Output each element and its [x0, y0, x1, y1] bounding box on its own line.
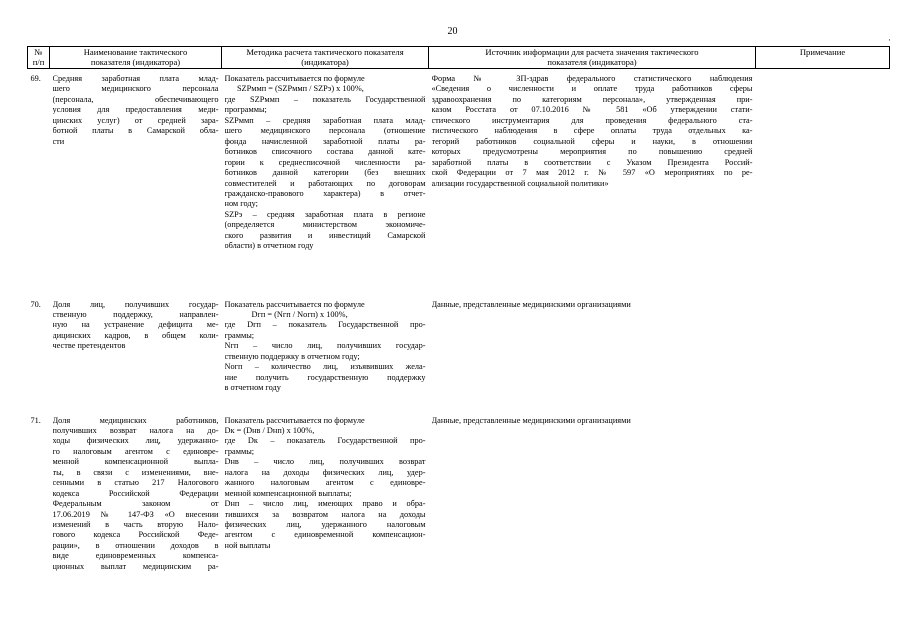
cell-method: [222, 295, 429, 411]
method-line: агентом с единовременной компенсацион-: [224, 530, 426, 540]
header-line: (индикатора): [301, 57, 349, 67]
method-line: тившихся за возвратом налога на доходы: [224, 509, 426, 519]
method-line: менной компенсационной выплаты;: [224, 488, 352, 498]
name-line: изменений в часть вторую Нало-: [52, 520, 219, 530]
table-body: [28, 69, 890, 601]
corner-mark: ·: [888, 35, 891, 45]
table-row: [28, 411, 890, 601]
method-line: ние получить государственную поддержку: [224, 372, 426, 382]
name-line: цинских услуг) от средней зара-: [52, 115, 219, 125]
name-line: ботной платы в Самарской обла-: [52, 126, 219, 136]
method-line: граммы;: [224, 446, 255, 456]
method-line: SZPммп = (SZPммп / SZPэ) x 100%,: [224, 84, 364, 94]
method-line: Nгп – число лиц, получивших государ-: [224, 341, 426, 351]
header-note: [756, 47, 890, 69]
method-line: ной выплаты: [224, 540, 271, 550]
header-line: Наименование тактического: [83, 47, 188, 57]
source-line: которых предусмотрены мероприятия по повышению средней: [431, 147, 753, 157]
cell-name: [50, 411, 222, 601]
cell-note: [756, 295, 890, 411]
method-line: (определяется министерством экономиче-: [224, 220, 426, 230]
method-line: физических лиц, удержанного налоговым: [224, 520, 426, 530]
header-line: Методика расчета тактического показателя: [246, 47, 404, 57]
cell-name: [50, 69, 222, 295]
name-line: Средняя заработная плата млад-: [52, 74, 219, 83]
name-line: условия для предоставления меди-: [52, 105, 219, 115]
cell-method: [222, 69, 429, 295]
row-number: 70.: [30, 299, 41, 309]
name-line: рации», в отношении доходов в: [52, 540, 219, 550]
source-line: Данные, представленные медицинскими организациями: [431, 299, 631, 309]
row-number: 69.: [30, 74, 41, 83]
method-line: совместителей и работающих по договорам: [224, 178, 426, 188]
source-line: Форма № ЗП-здрав федерального статистического наблюдения: [431, 74, 753, 83]
header-source: [429, 47, 756, 69]
method-line: Dнп – число лиц, имеющих право и обра-: [224, 499, 426, 509]
header-method: [222, 47, 429, 69]
header-line: показателя (индикатора): [547, 57, 637, 67]
source-line: стического инструментария для проведения федерального ста-: [431, 115, 753, 125]
source-line: заработной платы в соответствии с Указом Президента Россий-: [431, 157, 753, 167]
cell-source: [429, 295, 756, 411]
header-line: Примечание: [799, 47, 846, 57]
name-line: кодекса Российской Федерации: [52, 488, 219, 498]
source-line: тистического наблюдения в сфере оплаты труда отдельных ка-: [431, 126, 753, 136]
method-line: Nогп – количество лиц, изъявивших жела-: [224, 362, 426, 372]
name-line: Доля лиц, получивших государ-: [52, 299, 219, 309]
method-line: Показатель рассчитывается по формуле: [224, 415, 365, 425]
indicators-table: [27, 46, 890, 601]
method-line: фонда начисленной заработной платы ра-: [224, 136, 426, 146]
table-row: [28, 69, 890, 295]
name-line: менной компенсационной выпла-: [52, 457, 219, 467]
header-line: показателя (индикатора): [90, 57, 181, 67]
method-line: области) в отчетном году: [224, 241, 314, 251]
method-line: шего медицинского персонала (отношение: [224, 126, 426, 136]
name-line: ционных выплат медицинским ра-: [52, 561, 219, 571]
source-line: ской Федерации от 7 мая 2012 г. № 597 «О мероприятиях по ре-: [431, 168, 753, 178]
header-num: [28, 47, 50, 69]
name-line: го налоговым агентом с единовре-: [52, 446, 219, 456]
method-line: ботников данной категории (без внешних: [224, 168, 426, 178]
source-line: ализации государственной социальной политики»: [431, 178, 609, 188]
method-line: Dнв – число лиц, получивших возврат: [224, 457, 426, 467]
source-line: тегорий работников социальной сферы и науки, в отношении: [431, 136, 753, 146]
name-line: 17.06.2019 № 147-ФЗ «О внесении: [52, 509, 219, 519]
cell-note: [756, 69, 890, 295]
header-line: п/п: [32, 57, 45, 67]
method-line: SZPэ – средняя заработная плата в регионе: [224, 209, 426, 219]
page-number: 20: [447, 26, 458, 37]
method-line: гории к среднесписочной численности ра-: [224, 157, 426, 167]
method-line: Dгп = (Nгп / Nогп) x 100%,: [224, 309, 348, 319]
name-line: Федеральным законом от: [52, 499, 219, 509]
name-line: ходы физических лиц, удержанно-: [52, 436, 219, 446]
method-line: граммы;: [224, 330, 255, 340]
header-line: Источник информации для расчета значения тактического: [485, 47, 699, 57]
name-line: (персонала, обеспечивающего: [52, 94, 219, 104]
method-line: ского развития и инвестиций Самарской: [224, 230, 426, 240]
method-line: SZPммп – средняя заработная плата млад-: [224, 115, 426, 125]
name-line: ты, в связи с изменениями, вне-: [52, 467, 219, 477]
source-line: здравоохранения по категориям персонала», утвержденная при-: [431, 94, 753, 104]
method-line: где SZPммп – показатель Государственной: [224, 94, 426, 104]
table-row: [28, 295, 890, 411]
method-line: гражданско-правового характера) в отчет-: [224, 188, 426, 198]
method-line: налога на доходы физических лиц, удер-: [224, 467, 426, 477]
name-line: виде единовременных компенса-: [52, 551, 219, 561]
row-number: 71.: [30, 415, 41, 425]
method-line: где Dгп – показатель Государственной про-: [224, 320, 426, 330]
cell-source: [429, 411, 756, 601]
name-line: дицинских кадров, в общем коли-: [52, 330, 219, 340]
table-header-row: [28, 47, 890, 69]
source-line: «Сведения о численности и оплате труда работников сферы: [431, 84, 753, 94]
name-line: шего медицинского персонала: [52, 84, 219, 94]
name-line: гового кодекса Российской Феде-: [52, 530, 219, 540]
name-line: ную на устранение дефицита ме-: [52, 320, 219, 330]
name-line: сти: [52, 136, 65, 146]
method-line: ственную поддержку в отчетном году;: [224, 351, 360, 361]
source-line: казом Росстата от 07.10.2016 № 581 «Об утверждении стати-: [431, 105, 753, 115]
name-line: ственную поддержку, направлен-: [52, 309, 219, 319]
header-name: [50, 47, 222, 69]
name-line: получивших возврат налога на до-: [52, 425, 219, 435]
method-line: программы;: [224, 105, 267, 115]
name-line: Доля медицинских работников,: [52, 415, 219, 425]
method-line: Показатель рассчитывается по формуле: [224, 299, 365, 309]
method-line: Показатель рассчитывается по формуле: [224, 74, 365, 83]
cell-method: [222, 411, 429, 601]
method-line: жанного налоговым агентом с единовре-: [224, 478, 426, 488]
header-line: №: [34, 47, 43, 57]
cell-name: [50, 295, 222, 411]
method-line: ном году;: [224, 199, 258, 209]
method-line: Dк = (Dнв / Dнп) x 100%,: [224, 425, 315, 435]
method-line: где Dк – показатель Государственной про-: [224, 436, 426, 446]
cell-source: [429, 69, 756, 295]
cell-note: [756, 411, 890, 601]
name-line: честве претендентов: [52, 341, 126, 351]
source-line: Данные, представленные медицинскими организациями: [431, 415, 631, 425]
method-line: ботников списочного состава данной кате-: [224, 147, 426, 157]
method-line: в отчетном году: [224, 383, 281, 393]
name-line: сенными в статью 217 Налогового: [52, 478, 219, 488]
